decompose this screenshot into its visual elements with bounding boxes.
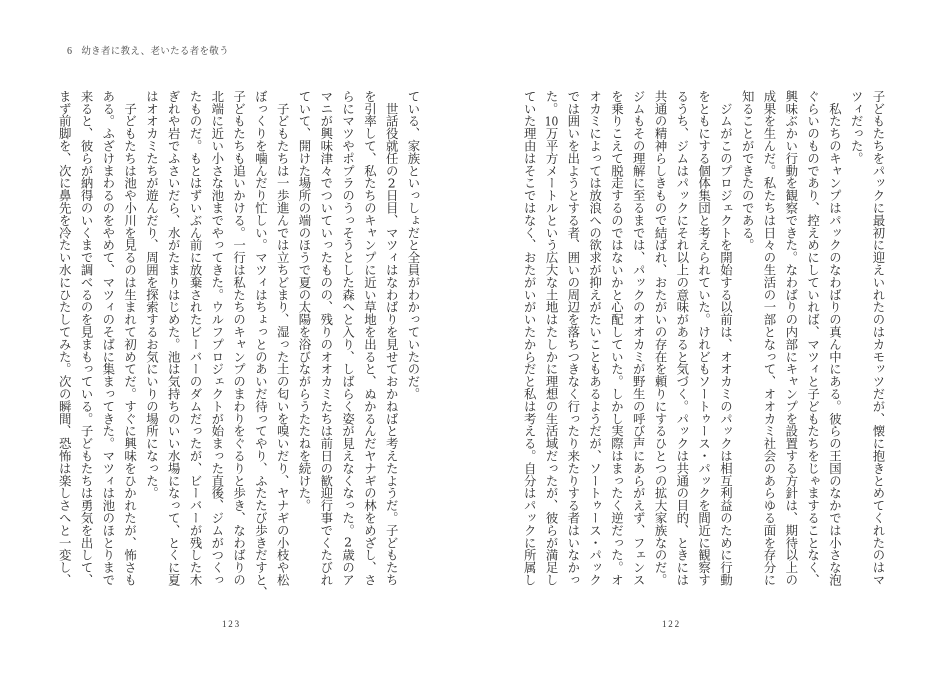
body-text-left [53,90,424,599]
page-number-left: 123 [222,619,241,629]
text-column: 子どもたちも追いかける。一行は私たちのキャンプのまわりをぐるりと歩き、なわばりの [231,90,247,586]
text-column: 成果を生んだ。私たちは日々の生活の一部となって、オオカミ社会のあらゆる面を存分に [762,90,777,586]
text-column: を乗りこえて脱走するのではないかと心配していた。しかし実際はまったく逆だった。オ [609,90,625,586]
text-column: はオオカミたちが遊んだり、周囲を探索するお気にいりの場所になった。 [144,90,160,500]
text-column: 北端に近い小さな池までやってきた。ウルフプロジェクトが始まった直後、ジムがつくっ [209,90,225,586]
text-column: 子どもたちは一歩進んでは立ちどまり、湿った土の匂いを嗅いだり、ヤナギの小枝や松 [275,90,291,586]
text-column: らにマツやポプラのうっそうとした森へと入り、しばらく姿が見えなくなった。2歳のア [340,90,356,587]
text-column: るうち、ジムはパックにそれ以上の意味があると気づく。パックは共通の目的、ときには [674,90,690,586]
running-head [67,43,229,57]
text-column: た。10万平方メートルという広大な土地はたしかに理想の生活域だったが、彼らが満足し [544,90,560,587]
text-column: マニが興味津々でついていったものの、残りのオオカミたちは前日の歓迎行事でくたびれ [318,90,334,586]
text-column: 子どもたちをパックに最初に迎えいれたのはカモッツだが、懐に抱きとめてくれたのはマ [870,90,886,586]
text-column: ぼっくりを噛んだり忙しい。マツィはちょっとのあいだ待ってやり、ふたたび歩きだすと、 [253,90,269,599]
text-column: ツィだった。 [849,90,865,165]
text-column: ぎれや岩でふさいだら、水がたまりはじめた。池は気持ちのいい水場になって、とくに夏 [166,90,182,586]
text-column: では囲いを出ようとする者、囲いの周辺を落ちつきなく行ったり来たりする者はいなかっ [565,90,581,586]
text-column: ジムもその理解に至るまでは、パックのオオカミが野生の呼び声にあらがえず、フェンス [631,90,647,586]
text-column: 子どもたちは池や小川を見るのは生まれて初めてだ。すぐに興味をひかれたが、怖さも [122,90,138,586]
text-column: 共通の精神らしきもので結ばれ、おたがいの存在を頼りにするひとつの拡大家族なのだ。 [653,90,669,586]
chapter-number: 6 [67,46,73,57]
text-column: ぐらいのものであり、控えめにしていれば、マツィと子どもたちをじゃますることなく、 [805,90,821,586]
text-column: 知ることができたのである。 [740,90,756,252]
text-column: 興味ぶかい行動を観察できた。なわばりの内部にキャンプを設置する方針は、期待以上の [783,90,799,586]
text-column: を引率して、私たちのキャンプに近い草地を出ると、ぬかるんだヤナギの林をめざし、さ [362,90,378,586]
body-text-right [518,90,889,590]
text-column: ていた理由はそこではなく、おたがいがいたからだと私は考える。自分はパックに所属し [522,90,538,586]
text-column: 来ると、彼らが納得のいくまで調べるのを見まもっている。子どもたちは勇気を出して、 [79,90,95,586]
text-column: をともにする個体集団と考えられていた。けれどもソートゥース・パックを間近に観察す [696,90,712,586]
page-right [470,0,940,693]
text-column: ジムがこのプロジェクトを開始する以前は、オオカミのパックは相互利益のために行動 [718,90,734,586]
text-column: 私たちのキャンプはパックのなわばりの真ん中にある。彼らの王国のなかでは小さな泡 [827,90,843,586]
text-column: オカミによっては放浪への欲求が抑えがたいこともあるようだが、ソートゥース・パック [587,90,603,586]
text-column: ている、家族といっしょだと全員がわかっていたのだ。 [405,90,421,400]
page-number-right: 122 [662,619,681,629]
text-column: まず前脚を、次に鼻先を冷たい水にひたしてみた。次の瞬間、恐怖は楽しさへと一変し、 [57,90,73,586]
text-column: たものだ。もとはずいぶん前に放棄されたビーバーのダムだったが、ビーバーが残した木 [188,90,204,586]
text-column: 世話役就任の2日目、マツィはなわばりを見せておかねばと考えたようだ。子どもたち [384,90,400,587]
chapter-title: 幼き者に教え、老いたる者を敬う [81,46,229,57]
text-column: ていて、開けた場所の端のほうで夏の太陽を浴びながらうたたねを続けた。 [297,90,312,512]
text-column: ある。ふざけまわるのをやめて、マツィのそばに集まってきた。マツィは池のほとりまで [100,90,116,586]
